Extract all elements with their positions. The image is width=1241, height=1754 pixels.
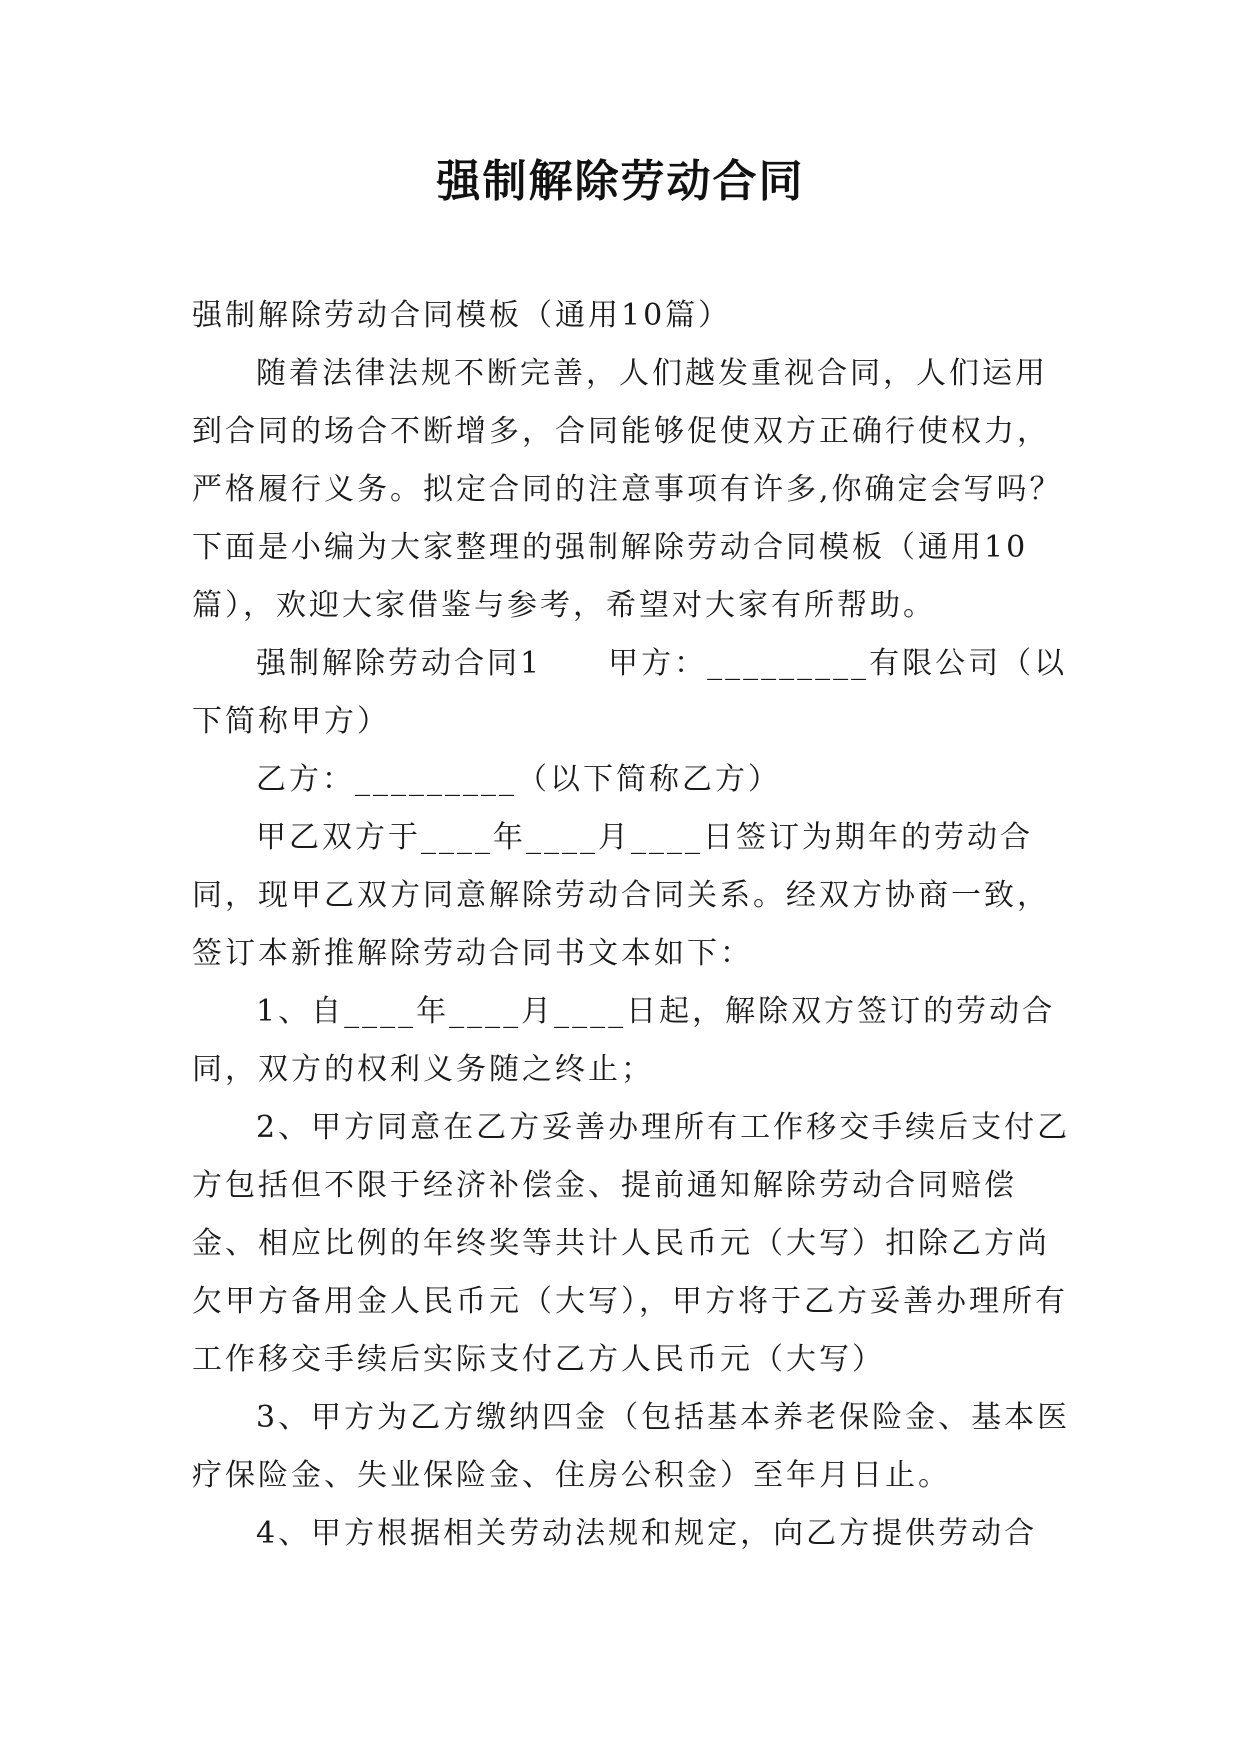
paragraph-intro: 随着法律法规不断完善，人们越发重视合同，人们运用到合同的场合不断增多，合同能够促使双方正确行使权力，严格履行义务。拟定合同的注意事项有许多,你确定会写吗？下面是小编为大家整理的强制解除劳动合同模板（通用10篇），欢迎大家借鉴与参考，希望对大家有所帮助。 <box>192 356 1063 623</box>
paragraph-clause-4: 4、甲方根据相关劳动法规和规定，向乙方提供劳动合 <box>256 1516 1038 1551</box>
paragraph-clause-1: 1、自____年____月____日起，解除双方签订的劳动合同，双方的权利义务随之终止； <box>192 994 1056 1087</box>
paragraph-agreement: 甲乙双方于____年____月____日签订为期年的劳动合同，现甲乙双方同意解除劳动合同关系。经双方协商一致，签订本新推解除劳动合同书文本如下： <box>192 820 1050 971</box>
document-body <box>192 287 1072 1563</box>
paragraph-clause-3: 3、甲方为乙方缴纳四金（包括基本养老保险金、基本医疗保险金、失业保险金、住房公积金）至年月日止。 <box>192 1400 1071 1493</box>
document-title: 强制解除劳动合同 <box>436 156 805 207</box>
paragraph-subtitle: 强制解除劳动合同模板（通用10篇） <box>192 298 732 333</box>
paragraph-clause-2: 2、甲方同意在乙方妥善办理所有工作移交手续后支付乙方包括但不限于经济补偿金、提前通知解除劳动合同赔偿金、相应比例的年终奖等共计人民币元（大写）扣除乙方尚欠甲方备用金人民币元（大写），甲方将于乙方妥善办理所有工作移交手续后实际支付乙方人民币元（大写） <box>192 1110 1071 1377</box>
paragraph-party-a: 强制解除劳动合同1 甲方：_________有限公司（以下简称甲方） <box>192 646 1068 739</box>
paragraph-party-b: 乙方：_________（以下简称乙方） <box>256 762 781 797</box>
